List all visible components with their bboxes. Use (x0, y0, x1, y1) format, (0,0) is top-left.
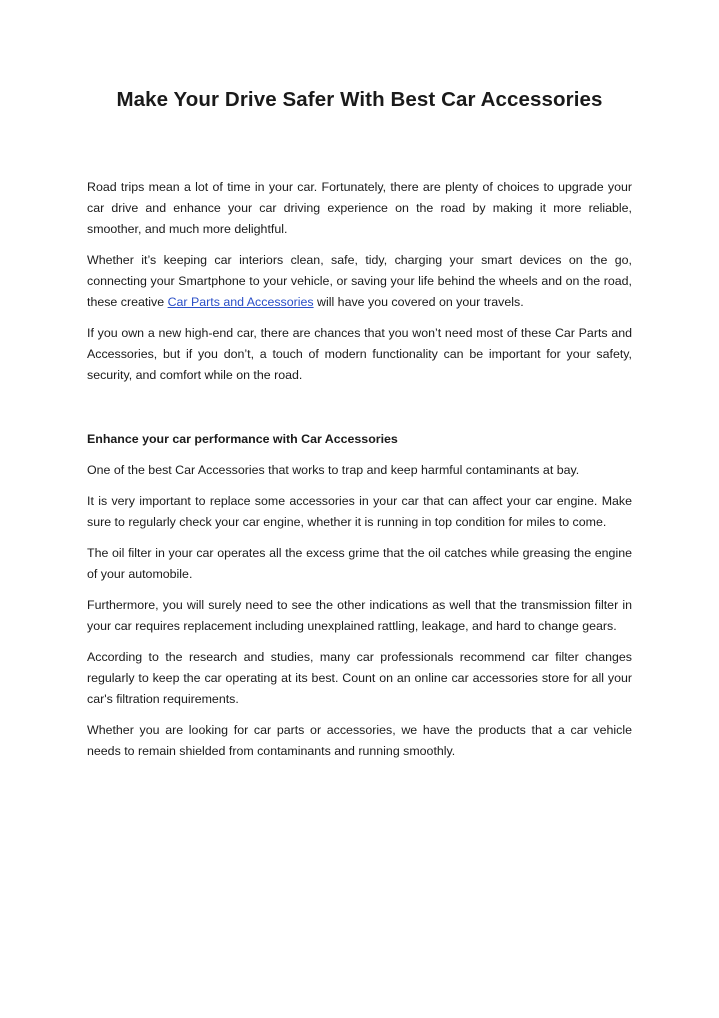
intro-paragraph: Road trips mean a lot of time in your car. Fortunately, there are plenty of choices to upgrade your car drive and enhance your car driving experience on the road by making it more reliable, smoother, and much more delightful. (87, 180, 632, 236)
section-paragraph-3: The oil filter in your car operates all the excess grime that the oil catches while greasing the engine of your automobile. (87, 546, 632, 581)
high-end-car-paragraph: If you own a new high-end car, there are chances that you won’t need most of these Car Parts and Accessories, but if you don’t, a touch of modern functionality can be important for your safety, security, and comfort while on the road. (87, 326, 632, 382)
accessories-paragraph-text-after: will have you covered on your travels. (313, 295, 524, 309)
section-paragraph-6: Whether you are looking for car parts or accessories, we have the products that a car vehicle needs to remain shielded from contaminants and running smoothly. (87, 723, 632, 758)
section-paragraph-5: According to the research and studies, many car professionals recommend car filter changes regularly to keep the car operating at its best. Count on an online car accessories store for all your car's filtration requirements. (87, 650, 632, 706)
page-title: Make Your Drive Safer With Best Car Accessories (116, 88, 603, 111)
document-body (87, 177, 632, 762)
section-heading: Enhance your car performance with Car Accessories (87, 432, 398, 446)
car-parts-accessories-link[interactable]: Car Parts and Accessories (167, 295, 314, 309)
section-paragraph-1: One of the best Car Accessories that works to trap and keep harmful contaminants at bay. (87, 463, 580, 477)
accessories-paragraph-text-before: Whether it’s keeping car interiors clean, safe, tidy, charging your smart devices on the go, connecting your Smartphone to your vehicle, or saving your life behind the wheels and on the road, these creative (87, 253, 632, 309)
section-paragraph-2: It is very important to replace some accessories in your car that can affect your car engine. Make sure to regularly check your car engine, whether it is running in top condition for miles to come. (87, 494, 632, 529)
section-paragraph-4: Furthermore, you will surely need to see the other indications as well that the transmission filter in your car requires replacement including unexplained rattling, leakage, and hard to change gears. (87, 598, 632, 633)
accessories-paragraph (87, 250, 632, 313)
